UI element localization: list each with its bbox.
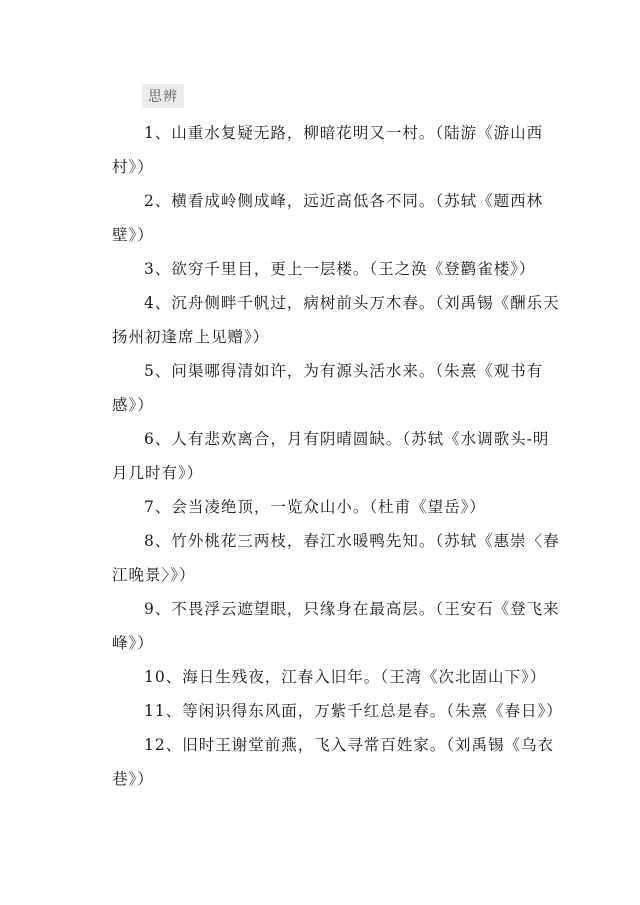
poem-item-7: 7、会当凌绝顶，一览众山小。（杜甫《望岳》） <box>144 498 486 516</box>
poem-item-3: 3、欲穷千里目，更上一层楼。（王之涣《登鹳雀楼》） <box>144 260 536 278</box>
section-heading: 思辨 <box>142 84 184 108</box>
poem-list <box>112 116 562 796</box>
poem-item-11: 11、等闲识得东风面，万紫千红总是春。（朱熹《春日》） <box>144 702 563 720</box>
poem-item-8: 8、竹外桃花三两枝，春江水暖鸭先知。（苏轼《惠崇〈春江晚景〉》） <box>112 532 560 584</box>
poem-item-10: 10、海日生残夜，江春入旧年。（王湾《次北固山下》） <box>144 668 547 686</box>
poem-item-5: 5、问渠哪得清如许，为有源头活水来。（朱熹《观书有感》） <box>112 362 544 414</box>
poem-item-6: 6、人有悲欢离合，月有阴晴圆缺。（苏轼《水调歌头-明月几时有》） <box>112 430 550 482</box>
poem-item-4: 4、沉舟侧畔千帆过，病树前头万木春。（刘禹锡《酬乐天扬州初逢席上见赠》） <box>112 294 560 346</box>
poem-item-9: 9、不畏浮云遮望眼，只缘身在最高层。（王安石《登飞来峰》） <box>112 600 560 652</box>
poem-item-12: 12、旧时王谢堂前燕，飞入寻常百姓家。（刘禹锡《乌衣巷》） <box>112 736 554 788</box>
poem-item-1: 1、山重水复疑无路，柳暗花明又一村。（陆游《游山西村》） <box>112 124 544 176</box>
poem-item-2: 2、横看成岭侧成峰，远近高低各不同。（苏轼《题西林壁》） <box>112 192 544 244</box>
